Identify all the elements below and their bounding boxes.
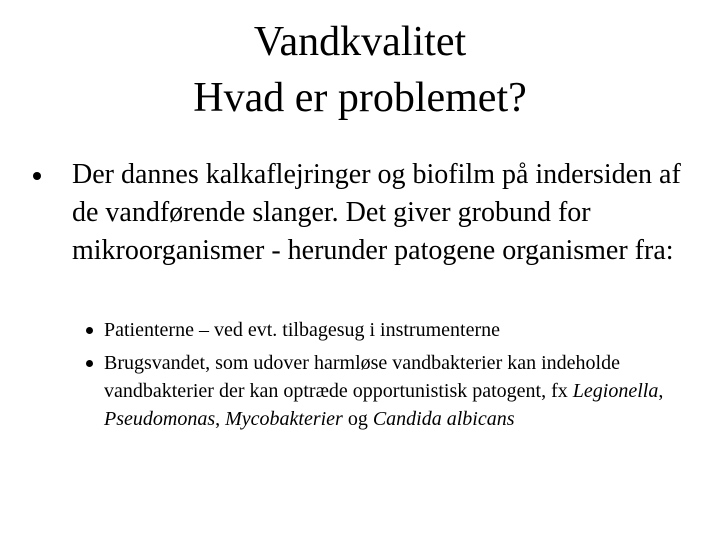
- main-bullet-text: Der dannes kalkaflejringer og biofilm på indersiden af de vandførende slanger. Det giver grobund for mikroorganismer - herunder patogene organismer fra:: [72, 159, 681, 266]
- sub-bullet-tap-water-text: Brugsvandet, som udover harmløse vandbakterier kan indeholde vandbakterier der kan optræde opportunistisk patogent, fx: [104, 352, 620, 402]
- bullet-dot-icon: [86, 327, 93, 334]
- separator: og: [342, 408, 373, 430]
- separator: ,: [215, 408, 226, 430]
- slide-title-line-1: Vandkvalitet: [253, 19, 467, 65]
- slide-title-line-2: Hvad er problemet?: [193, 75, 527, 121]
- slide-title: [0, 14, 720, 126]
- sub-bullet-tap-water: [104, 349, 684, 433]
- species-mycobakterier: Mycobakterier: [225, 408, 343, 430]
- bullet-dot-icon: [86, 360, 93, 367]
- separator: ,: [658, 380, 664, 402]
- species-candida-albicans: Candida albicans: [372, 408, 515, 430]
- sub-bullet-patients: Patienterne – ved evt. tilbagesug i instrumenterne: [104, 319, 500, 341]
- bullet-dot-icon: [33, 172, 41, 180]
- species-legionella: Legionella: [572, 380, 659, 402]
- species-pseudomonas: Pseudomonas: [104, 408, 216, 430]
